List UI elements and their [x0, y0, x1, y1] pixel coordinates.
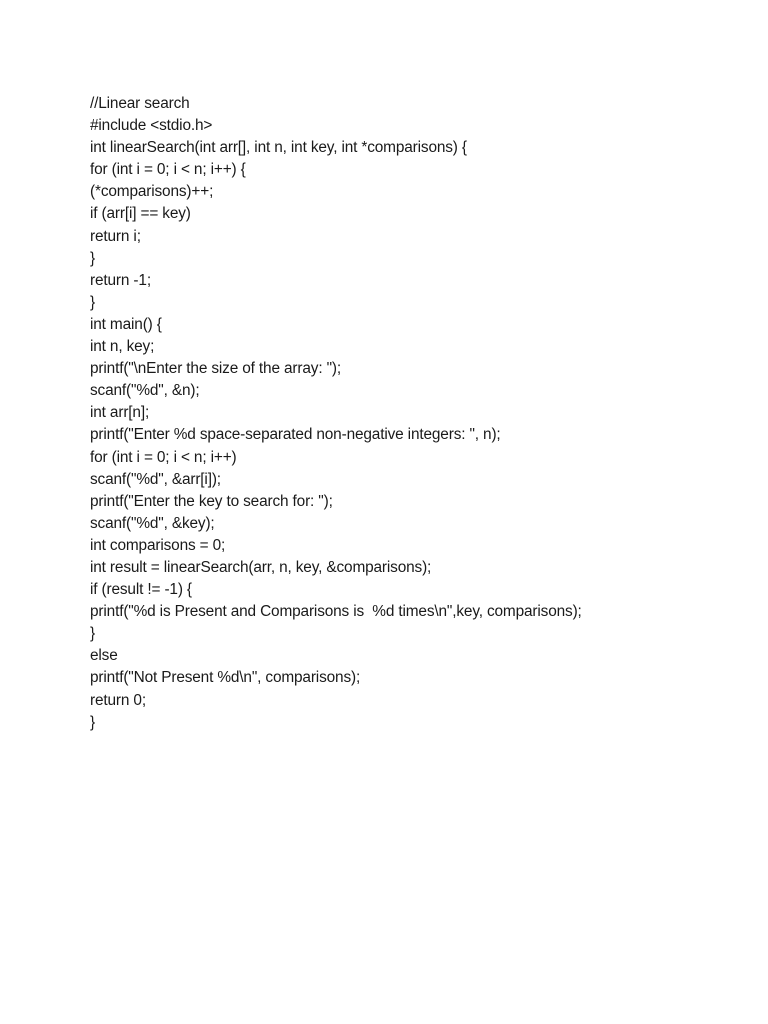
code-line-result-call: int result = linearSearch(arr, n, key, &comparisons); — [90, 558, 432, 576]
code-line-close-brace: } — [90, 293, 95, 311]
code-line-function-signature: int linearSearch(int arr[], int n, int key, int *comparisons) { — [90, 139, 467, 157]
code-line-printf-key: printf("Enter the key to search for: "); — [90, 492, 333, 510]
code-line-include: #include <stdio.h> — [90, 117, 213, 135]
code-line-scanf-key: scanf("%d", &key); — [90, 514, 215, 532]
code-line-close-brace: } — [90, 625, 95, 643]
code-line-for-loop-input: for (int i = 0; i < n; i++) — [90, 448, 237, 466]
code-line-scanf-arr: scanf("%d", &arr[i]); — [90, 470, 221, 488]
code-line-declare-arr: int arr[n]; — [90, 404, 150, 422]
code-line-return-minus-one: return -1; — [90, 271, 151, 289]
code-line-printf-not-present: printf("Not Present %d\n", comparisons); — [90, 669, 361, 687]
code-line-printf-size: printf("\nEnter the size of the array: "); — [90, 360, 341, 378]
code-line-else: else — [90, 647, 118, 665]
code-line-comparisons-init: int comparisons = 0; — [90, 536, 226, 554]
code-listing — [90, 93, 750, 734]
code-line-for-loop: for (int i = 0; i < n; i++) { — [90, 161, 246, 179]
code-line-comment: //Linear search — [90, 95, 190, 112]
code-line-return-i: return i; — [90, 227, 141, 245]
code-line-if-result: if (result != -1) { — [90, 581, 192, 599]
code-line-main: int main() { — [90, 315, 162, 333]
code-line-printf-enter-integers: printf("Enter %d space-separated non-negative integers: ", n); — [90, 426, 501, 444]
code-line-increment: (*comparisons)++; — [90, 183, 214, 201]
code-line-declare-n-key: int n, key; — [90, 338, 155, 356]
code-line-scanf-n: scanf("%d", &n); — [90, 382, 200, 400]
code-line-close-brace: } — [90, 249, 95, 267]
code-line-printf-present: printf("%d is Present and Comparisons is %d times\n",key, comparisons); — [90, 603, 582, 621]
code-line-return-zero: return 0; — [90, 691, 146, 709]
code-line-if: if (arr[i] == key) — [90, 205, 191, 223]
code-line-close-brace: } — [90, 713, 95, 731]
